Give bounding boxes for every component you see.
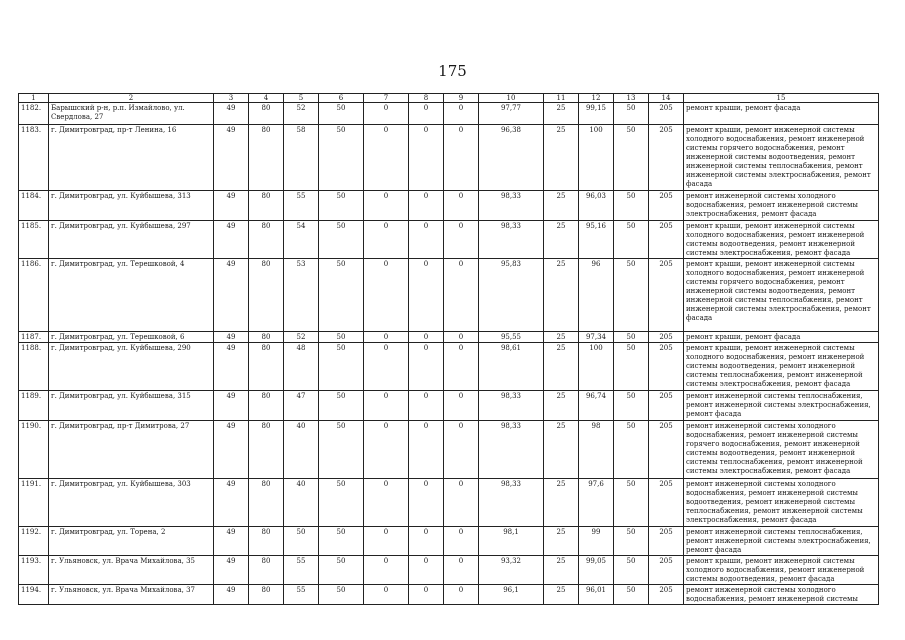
- value-cell: 96,38: [479, 125, 544, 191]
- value-cell: 47: [284, 391, 319, 421]
- value-cell: 50: [319, 343, 364, 391]
- row-number-cell: 1186.: [19, 259, 49, 332]
- value-cell: 0: [364, 585, 409, 605]
- value-cell: 49: [214, 332, 249, 343]
- value-cell: 0: [409, 191, 444, 221]
- value-cell: 25: [544, 259, 579, 332]
- value-cell: 58: [284, 125, 319, 191]
- value-cell: 96,74: [579, 391, 614, 421]
- table-row: [19, 421, 879, 479]
- value-cell: 50: [319, 421, 364, 479]
- value-cell: 0: [364, 221, 409, 259]
- value-cell: 25: [544, 421, 579, 479]
- value-cell: 80: [249, 391, 284, 421]
- value-cell: 25: [544, 125, 579, 191]
- row-number-cell: 1184.: [19, 191, 49, 221]
- value-cell: 50: [319, 479, 364, 527]
- table-row: [19, 191, 879, 221]
- value-cell: 99,05: [579, 556, 614, 585]
- value-cell: 25: [544, 191, 579, 221]
- value-cell: 25: [544, 103, 579, 125]
- value-cell: 50: [319, 556, 364, 585]
- value-cell: 49: [214, 191, 249, 221]
- value-cell: 50: [284, 527, 319, 556]
- table-row: [19, 103, 879, 125]
- value-cell: 50: [319, 585, 364, 605]
- table-row: [19, 125, 879, 191]
- value-cell: 80: [249, 259, 284, 332]
- value-cell: 205: [649, 259, 684, 332]
- row-number-cell: 1190.: [19, 421, 49, 479]
- value-cell: 50: [614, 259, 649, 332]
- column-number-header: 15: [684, 94, 879, 103]
- value-cell: 0: [364, 332, 409, 343]
- row-number-cell: 1192.: [19, 527, 49, 556]
- value-cell: 50: [614, 556, 649, 585]
- value-cell: 80: [249, 556, 284, 585]
- value-cell: 49: [214, 103, 249, 125]
- value-cell: 25: [544, 556, 579, 585]
- value-cell: 205: [649, 479, 684, 527]
- value-cell: 49: [214, 343, 249, 391]
- value-cell: 99: [579, 527, 614, 556]
- column-number-header: 8: [409, 94, 444, 103]
- value-cell: 50: [614, 221, 649, 259]
- value-cell: 50: [614, 103, 649, 125]
- address-cell: г. Ульяновск, ул. Врача Михайлова, 35: [49, 556, 214, 585]
- value-cell: 0: [444, 343, 479, 391]
- value-cell: 48: [284, 343, 319, 391]
- value-cell: 80: [249, 191, 284, 221]
- value-cell: 40: [284, 479, 319, 527]
- value-cell: 50: [614, 421, 649, 479]
- value-cell: 0: [409, 585, 444, 605]
- value-cell: 80: [249, 527, 284, 556]
- value-cell: 96,01: [579, 585, 614, 605]
- value-cell: 100: [579, 125, 614, 191]
- value-cell: 0: [409, 259, 444, 332]
- value-cell: 205: [649, 391, 684, 421]
- value-cell: 80: [249, 103, 284, 125]
- value-cell: 49: [214, 585, 249, 605]
- value-cell: 80: [249, 421, 284, 479]
- value-cell: 0: [364, 421, 409, 479]
- value-cell: 98,33: [479, 479, 544, 527]
- column-number-row: [19, 94, 879, 103]
- address-cell: г. Димитровград, ул. Куйбышева, 290: [49, 343, 214, 391]
- value-cell: 205: [649, 556, 684, 585]
- value-cell: 50: [614, 191, 649, 221]
- value-cell: 205: [649, 191, 684, 221]
- value-cell: 97,6: [579, 479, 614, 527]
- works-cell: ремонт крыши, ремонт инженерной системы холодного водоснабжения, ремонт инженерной системы горячего водоснабжения, ремонт инженерной системы водоотведения, ремонт инженерной системы теплоснабжения, ремонт инженерной системы электроснабжения, ремонт фасада: [684, 125, 879, 191]
- value-cell: 50: [319, 391, 364, 421]
- value-cell: 25: [544, 527, 579, 556]
- value-cell: 0: [444, 191, 479, 221]
- value-cell: 98,33: [479, 191, 544, 221]
- works-cell: ремонт инженерной системы холодного водоснабжения, ремонт инженерной системы горячего водоснабжения, ремонт инженерной системы водоотведения, ремонт инженерной системы теплоснабжения, ремонт инженерной системы электроснабжения, ремонт фасада: [684, 421, 879, 479]
- value-cell: 52: [284, 103, 319, 125]
- works-cell: ремонт инженерной системы холодного водоснабжения, ремонт инженерной системы водоотведения, ремонт инженерной системы теплоснабжения, ремонт инженерной системы электроснабжения, ремонт фасада: [684, 479, 879, 527]
- value-cell: 50: [319, 125, 364, 191]
- value-cell: 50: [319, 332, 364, 343]
- value-cell: 0: [444, 556, 479, 585]
- value-cell: 0: [364, 125, 409, 191]
- works-cell: ремонт крыши, ремонт фасада: [684, 103, 879, 125]
- row-number-cell: 1193.: [19, 556, 49, 585]
- value-cell: 0: [444, 332, 479, 343]
- address-cell: г. Димитровград, ул. Куйбышева, 313: [49, 191, 214, 221]
- table-row: [19, 585, 879, 605]
- address-cell: г. Димитровград, ул. Терешковой, 6: [49, 332, 214, 343]
- value-cell: 50: [614, 125, 649, 191]
- value-cell: 50: [319, 259, 364, 332]
- table-row: [19, 479, 879, 527]
- value-cell: 0: [444, 125, 479, 191]
- value-cell: 98,61: [479, 343, 544, 391]
- table-row: [19, 259, 879, 332]
- value-cell: 54: [284, 221, 319, 259]
- value-cell: 0: [444, 103, 479, 125]
- value-cell: 205: [649, 103, 684, 125]
- value-cell: 50: [614, 479, 649, 527]
- value-cell: 100: [579, 343, 614, 391]
- value-cell: 0: [364, 191, 409, 221]
- value-cell: 80: [249, 343, 284, 391]
- works-cell: ремонт крыши, ремонт фасада: [684, 332, 879, 343]
- column-number-header: 13: [614, 94, 649, 103]
- works-cell: ремонт крыши, ремонт инженерной системы холодного водоснабжения, ремонт инженерной системы водоотведения, ремонт инженерной системы теплоснабжения, ремонт инженерной системы электроснабжения, ремонт фасада: [684, 343, 879, 391]
- works-cell: ремонт инженерной системы холодного водоснабжения, ремонт инженерной системы: [684, 585, 879, 605]
- value-cell: 49: [214, 221, 249, 259]
- value-cell: 50: [614, 585, 649, 605]
- value-cell: 0: [409, 391, 444, 421]
- column-number-header: 9: [444, 94, 479, 103]
- value-cell: 93,32: [479, 556, 544, 585]
- value-cell: 205: [649, 585, 684, 605]
- value-cell: 97,34: [579, 332, 614, 343]
- value-cell: 0: [409, 479, 444, 527]
- value-cell: 80: [249, 332, 284, 343]
- table-row: [19, 556, 879, 585]
- value-cell: 0: [409, 421, 444, 479]
- value-cell: 55: [284, 585, 319, 605]
- value-cell: 0: [409, 556, 444, 585]
- column-number-header: 2: [49, 94, 214, 103]
- value-cell: 49: [214, 421, 249, 479]
- value-cell: 98,33: [479, 391, 544, 421]
- row-number-cell: 1188.: [19, 343, 49, 391]
- value-cell: 95,55: [479, 332, 544, 343]
- value-cell: 205: [649, 125, 684, 191]
- row-number-cell: 1191.: [19, 479, 49, 527]
- table-row: [19, 527, 879, 556]
- column-number-header: 11: [544, 94, 579, 103]
- address-cell: г. Димитровград, ул. Куйбышева, 303: [49, 479, 214, 527]
- value-cell: 99,15: [579, 103, 614, 125]
- value-cell: 205: [649, 221, 684, 259]
- table-row: [19, 391, 879, 421]
- value-cell: 50: [614, 527, 649, 556]
- value-cell: 96,03: [579, 191, 614, 221]
- page-number: 175: [438, 62, 467, 80]
- value-cell: 49: [214, 125, 249, 191]
- value-cell: 80: [249, 585, 284, 605]
- address-cell: г. Димитровград, ул. Терешковой, 4: [49, 259, 214, 332]
- value-cell: 25: [544, 332, 579, 343]
- value-cell: 205: [649, 343, 684, 391]
- value-cell: 50: [319, 221, 364, 259]
- value-cell: 0: [364, 391, 409, 421]
- value-cell: 49: [214, 556, 249, 585]
- column-number-header: 4: [249, 94, 284, 103]
- address-cell: г. Димитровград, ул. Куйбышева, 297: [49, 221, 214, 259]
- registry-table: [18, 93, 879, 605]
- value-cell: 40: [284, 421, 319, 479]
- value-cell: 80: [249, 125, 284, 191]
- works-cell: ремонт крыши, ремонт инженерной системы холодного водоснабжения, ремонт инженерной системы водоотведения, ремонт фасада: [684, 556, 879, 585]
- value-cell: 0: [409, 125, 444, 191]
- value-cell: 0: [364, 479, 409, 527]
- value-cell: 95,83: [479, 259, 544, 332]
- address-cell: г. Димитровград, ул. Торена, 2: [49, 527, 214, 556]
- value-cell: 98: [579, 421, 614, 479]
- table-row: [19, 343, 879, 391]
- value-cell: 49: [214, 391, 249, 421]
- value-cell: 98,33: [479, 421, 544, 479]
- works-cell: ремонт крыши, ремонт инженерной системы холодного водоснабжения, ремонт инженерной системы водоотведения, ремонт инженерной системы электроснабжения, ремонт фасада: [684, 221, 879, 259]
- value-cell: 95,16: [579, 221, 614, 259]
- value-cell: 0: [364, 556, 409, 585]
- value-cell: 49: [214, 479, 249, 527]
- column-number-header: 12: [579, 94, 614, 103]
- value-cell: 80: [249, 479, 284, 527]
- works-cell: ремонт инженерной системы холодного водоснабжения, ремонт инженерной системы электроснабжения, ремонт фасада: [684, 191, 879, 221]
- value-cell: 25: [544, 343, 579, 391]
- address-cell: г. Димитровград, ул. Куйбышева, 315: [49, 391, 214, 421]
- row-number-cell: 1185.: [19, 221, 49, 259]
- address-cell: г. Ульяновск, ул. Врача Михайлова, 37: [49, 585, 214, 605]
- value-cell: 205: [649, 421, 684, 479]
- table-row: [19, 332, 879, 343]
- value-cell: 55: [284, 191, 319, 221]
- column-number-header: 10: [479, 94, 544, 103]
- value-cell: 0: [444, 259, 479, 332]
- value-cell: 96: [579, 259, 614, 332]
- value-cell: 0: [444, 585, 479, 605]
- value-cell: 98,1: [479, 527, 544, 556]
- column-number-header: 5: [284, 94, 319, 103]
- value-cell: 205: [649, 527, 684, 556]
- address-cell: г. Димитровград, пр-т Димитрова, 27: [49, 421, 214, 479]
- value-cell: 0: [364, 103, 409, 125]
- address-cell: г. Димитровград, пр-т Ленина, 16: [49, 125, 214, 191]
- value-cell: 0: [409, 343, 444, 391]
- value-cell: 25: [544, 391, 579, 421]
- value-cell: 205: [649, 332, 684, 343]
- row-number-cell: 1182.: [19, 103, 49, 125]
- value-cell: 50: [614, 343, 649, 391]
- works-cell: ремонт крыши, ремонт инженерной системы холодного водоснабжения, ремонт инженерной системы горячего водоснабжения, ремонт инженерной системы водоотведения, ремонт инженерной системы теплоснабжения, ремонт инженерной системы электроснабжения, ремонт фасада: [684, 259, 879, 332]
- value-cell: 0: [409, 527, 444, 556]
- row-number-cell: 1183.: [19, 125, 49, 191]
- value-cell: 25: [544, 221, 579, 259]
- value-cell: 0: [444, 421, 479, 479]
- column-number-header: 7: [364, 94, 409, 103]
- value-cell: 0: [409, 332, 444, 343]
- value-cell: 98,33: [479, 221, 544, 259]
- row-number-cell: 1187.: [19, 332, 49, 343]
- value-cell: 0: [409, 103, 444, 125]
- value-cell: 49: [214, 527, 249, 556]
- value-cell: 53: [284, 259, 319, 332]
- value-cell: 50: [319, 103, 364, 125]
- value-cell: 50: [319, 191, 364, 221]
- works-cell: ремонт инженерной системы теплоснабжения, ремонт инженерной системы электроснабжения, ремонт фасада: [684, 391, 879, 421]
- value-cell: 0: [444, 391, 479, 421]
- value-cell: 0: [364, 527, 409, 556]
- value-cell: 50: [614, 332, 649, 343]
- value-cell: 0: [444, 221, 479, 259]
- column-number-header: 3: [214, 94, 249, 103]
- value-cell: 0: [364, 259, 409, 332]
- value-cell: 50: [614, 391, 649, 421]
- row-number-cell: 1194.: [19, 585, 49, 605]
- address-cell: Барышский р-н, р.п. Измайлово, ул. Свердлова, 27: [49, 103, 214, 125]
- value-cell: 50: [319, 527, 364, 556]
- value-cell: 0: [444, 527, 479, 556]
- value-cell: 97,77: [479, 103, 544, 125]
- row-number-cell: 1189.: [19, 391, 49, 421]
- value-cell: 80: [249, 221, 284, 259]
- works-cell: ремонт инженерной системы теплоснабжения, ремонт инженерной системы электроснабжения, ремонт фасада: [684, 527, 879, 556]
- value-cell: 49: [214, 259, 249, 332]
- value-cell: 25: [544, 585, 579, 605]
- value-cell: 0: [409, 221, 444, 259]
- value-cell: 0: [364, 343, 409, 391]
- value-cell: 55: [284, 556, 319, 585]
- value-cell: 25: [544, 479, 579, 527]
- value-cell: 52: [284, 332, 319, 343]
- table-row: [19, 221, 879, 259]
- value-cell: 0: [444, 479, 479, 527]
- value-cell: 96,1: [479, 585, 544, 605]
- column-number-header: 1: [19, 94, 49, 103]
- column-number-header: 14: [649, 94, 684, 103]
- column-number-header: 6: [319, 94, 364, 103]
